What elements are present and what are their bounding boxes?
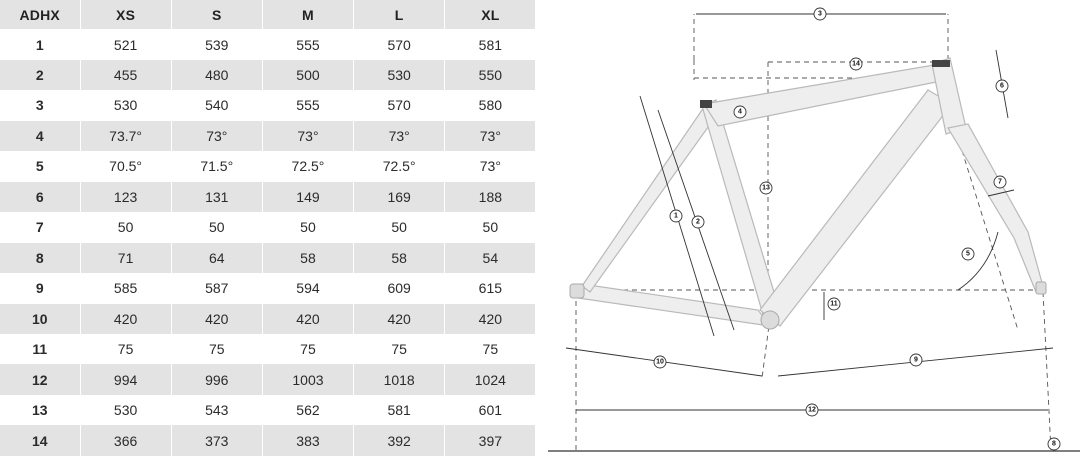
callout-marker: [814, 8, 826, 20]
table-cell: 366: [80, 425, 171, 456]
table-cell: 570: [354, 29, 445, 59]
callout-label: 14: [852, 60, 860, 68]
table-row: [0, 60, 536, 90]
table-cell: 58: [354, 243, 445, 273]
table-cell: 373: [171, 425, 262, 456]
table-cell: 555: [262, 29, 353, 59]
callout-marker: [670, 210, 682, 222]
geometry-table: [0, 0, 536, 456]
table-cell: 58: [262, 243, 353, 273]
size-header: L: [354, 0, 445, 29]
callout-marker: [654, 356, 666, 368]
table-cell: 1018: [354, 364, 445, 394]
row-label: 2: [0, 60, 80, 90]
dimension-callouts: [654, 8, 1060, 450]
frame-geometry-diagram: [548, 0, 1080, 456]
table-cell: 580: [445, 90, 536, 120]
table-cell: 540: [171, 90, 262, 120]
table-cell: 601: [445, 395, 536, 425]
table-cell: 75: [80, 334, 171, 364]
table-row: [0, 121, 536, 151]
table-cell: 581: [354, 395, 445, 425]
size-header: S: [171, 0, 262, 29]
table-cell: 581: [445, 29, 536, 59]
table-row: [0, 395, 536, 425]
callout-label: 5: [966, 250, 970, 258]
row-label: 11: [0, 334, 80, 364]
table-cell: 555: [262, 90, 353, 120]
table-cell: 585: [80, 273, 171, 303]
table-cell: 397: [445, 425, 536, 456]
table-cell: 587: [171, 273, 262, 303]
table-row: [0, 243, 536, 273]
callout-marker: [828, 298, 840, 310]
table-row: [0, 364, 536, 394]
callout-marker: [1048, 438, 1060, 450]
row-label: 3: [0, 90, 80, 120]
table-cell: 392: [354, 425, 445, 456]
table-row: [0, 425, 536, 456]
table-cell: 188: [445, 182, 536, 212]
table-cell: 609: [354, 273, 445, 303]
corner-label: ADHX: [0, 0, 80, 29]
table-cell: 71.5°: [171, 151, 262, 181]
row-label: 10: [0, 304, 80, 334]
table-row: [0, 29, 536, 59]
table-cell: 996: [171, 364, 262, 394]
table-cell: 70.5°: [80, 151, 171, 181]
table-cell: 420: [80, 304, 171, 334]
table-cell: 50: [354, 212, 445, 242]
table-cell: 72.5°: [262, 151, 353, 181]
reference-lines: [576, 14, 1051, 451]
callout-label: 4: [738, 108, 742, 116]
callout-label: 9: [914, 356, 918, 364]
table-cell: 75: [445, 334, 536, 364]
table-cell: 73°: [445, 121, 536, 151]
row-label: 8: [0, 243, 80, 273]
bike-frame: [570, 58, 1046, 329]
table-cell: 480: [171, 60, 262, 90]
table-cell: 73°: [262, 121, 353, 151]
table-cell: 54: [445, 243, 536, 273]
table-row: [0, 334, 536, 364]
table-cell: 50: [262, 212, 353, 242]
callout-label: 13: [762, 184, 770, 192]
table-cell: 594: [262, 273, 353, 303]
callout-label: 6: [1000, 82, 1004, 90]
table-cell: 530: [80, 90, 171, 120]
table-cell: 73°: [445, 151, 536, 181]
table-cell: 383: [262, 425, 353, 456]
callout-label: 7: [998, 178, 1002, 186]
table-cell: 149: [262, 182, 353, 212]
callout-marker: [850, 58, 862, 70]
table-row: [0, 273, 536, 303]
row-label: 14: [0, 425, 80, 456]
table-cell: 169: [354, 182, 445, 212]
table-cell: 75: [262, 334, 353, 364]
table-header-row: [0, 0, 536, 29]
callout-label: 12: [808, 406, 816, 414]
callout-marker: [962, 248, 974, 260]
table-cell: 50: [445, 212, 536, 242]
row-label: 1: [0, 29, 80, 59]
row-label: 6: [0, 182, 80, 212]
table-cell: 64: [171, 243, 262, 273]
table-row: [0, 182, 536, 212]
table-row: [0, 212, 536, 242]
table-cell: 570: [354, 90, 445, 120]
table-cell: 420: [262, 304, 353, 334]
table-cell: 420: [445, 304, 536, 334]
table-cell: 75: [171, 334, 262, 364]
callout-marker: [994, 176, 1006, 188]
table-cell: 539: [171, 29, 262, 59]
table-cell: 521: [80, 29, 171, 59]
table-cell: 550: [445, 60, 536, 90]
row-label: 9: [0, 273, 80, 303]
table-cell: 543: [171, 395, 262, 425]
callout-marker: [806, 404, 818, 416]
table-row: [0, 90, 536, 120]
size-header: XL: [445, 0, 536, 29]
table-cell: 455: [80, 60, 171, 90]
table-cell: 615: [445, 273, 536, 303]
table-cell: 530: [354, 60, 445, 90]
table-cell: 72.5°: [354, 151, 445, 181]
callout-label: 2: [696, 218, 700, 226]
table-cell: 75: [354, 334, 445, 364]
row-label: 5: [0, 151, 80, 181]
table-cell: 530: [80, 395, 171, 425]
table-cell: 420: [354, 304, 445, 334]
table-row: [0, 151, 536, 181]
callout-label: 10: [656, 358, 664, 366]
table-cell: 71: [80, 243, 171, 273]
callout-marker: [910, 354, 922, 366]
callout-marker: [760, 182, 772, 194]
table-cell: 562: [262, 395, 353, 425]
table-cell: 131: [171, 182, 262, 212]
table-cell: 1024: [445, 364, 536, 394]
table-cell: 50: [171, 212, 262, 242]
callout-marker: [996, 80, 1008, 92]
callout-label: 1: [674, 212, 678, 220]
row-label: 7: [0, 212, 80, 242]
table-cell: 50: [80, 212, 171, 242]
callout-label: 3: [818, 10, 822, 18]
row-label: 4: [0, 121, 80, 151]
table-row: [0, 304, 536, 334]
table-cell: 123: [80, 182, 171, 212]
row-label: 12: [0, 364, 80, 394]
table-cell: 73°: [171, 121, 262, 151]
table-cell: 1003: [262, 364, 353, 394]
table-cell: 73°: [354, 121, 445, 151]
table-cell: 994: [80, 364, 171, 394]
table-cell: 500: [262, 60, 353, 90]
table-cell: 73.7°: [80, 121, 171, 151]
size-header: XS: [80, 0, 171, 29]
row-label: 13: [0, 395, 80, 425]
callout-marker: [692, 216, 704, 228]
callout-marker: [734, 106, 746, 118]
size-header: M: [262, 0, 353, 29]
table-cell: 420: [171, 304, 262, 334]
callout-label: 8: [1052, 440, 1056, 448]
callout-label: 11: [830, 300, 838, 308]
